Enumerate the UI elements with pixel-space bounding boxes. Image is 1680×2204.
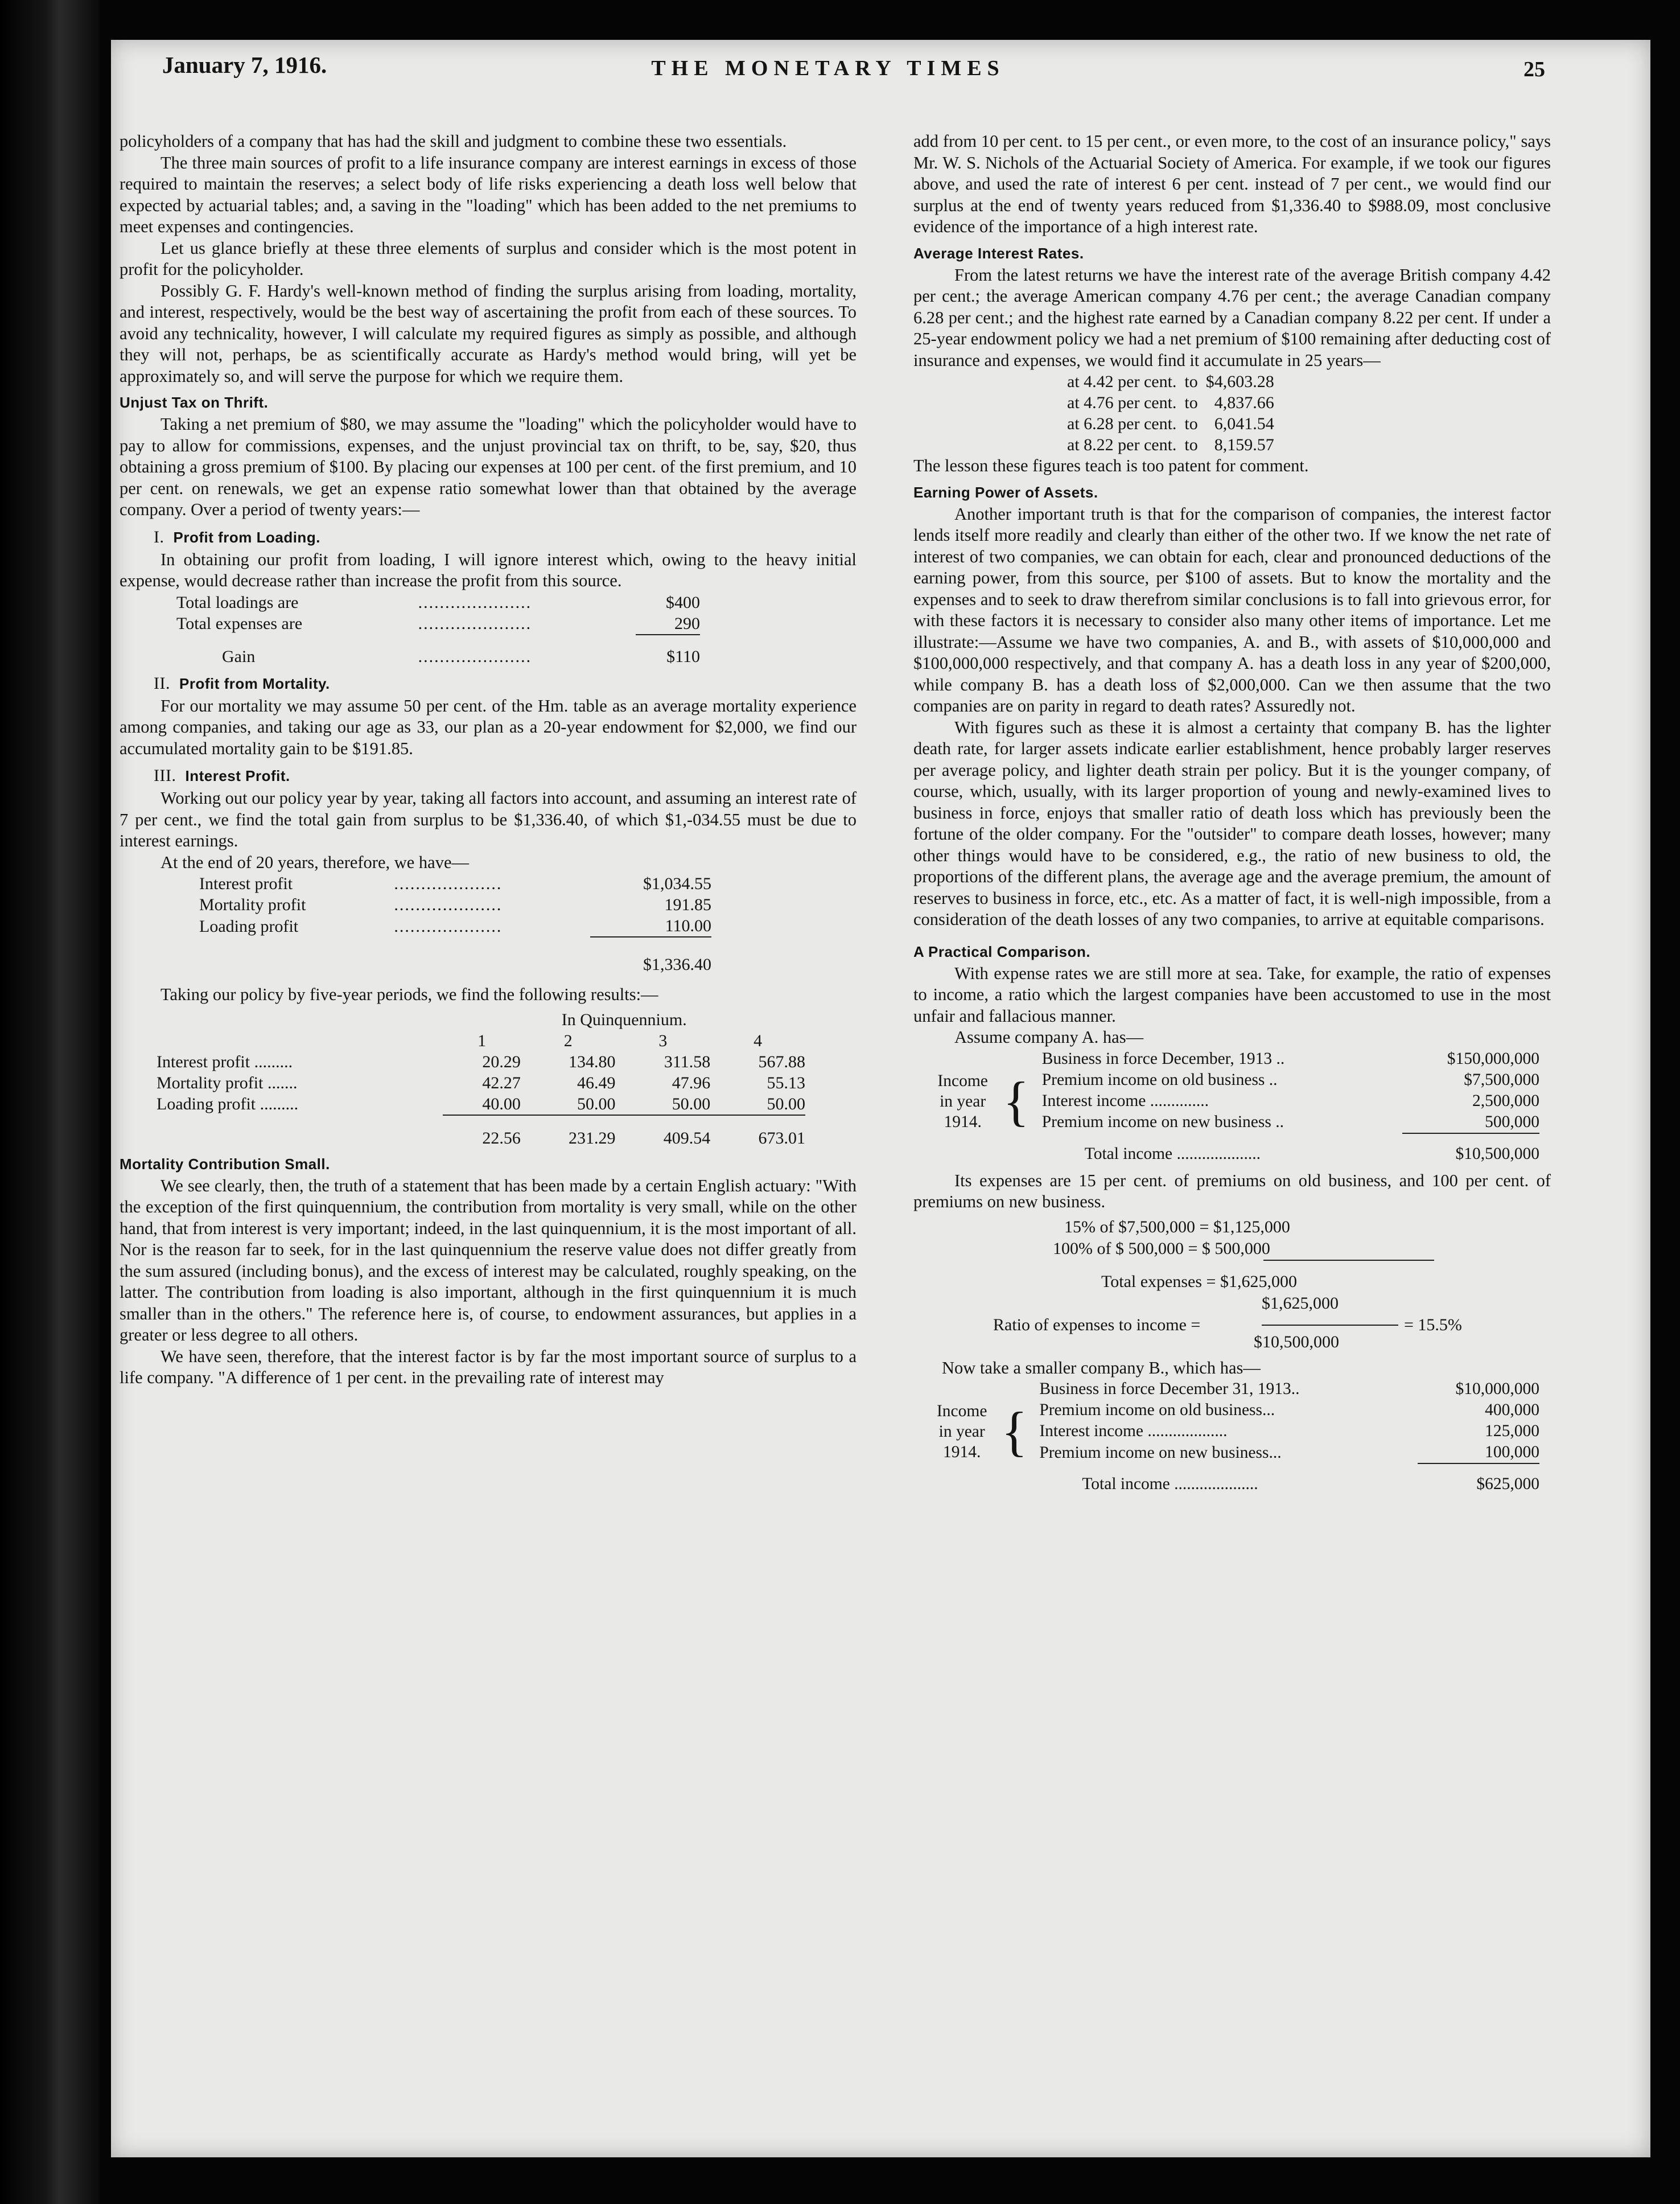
- leader-dots: ....................: [388, 895, 503, 914]
- column-header: 2: [563, 1031, 573, 1050]
- profit-total: $1,336.40: [643, 955, 711, 974]
- row-label: Loading profit: [199, 916, 299, 936]
- to-word: to: [1184, 393, 1198, 412]
- row-value: 2,500,000: [1472, 1091, 1539, 1110]
- ratio-denominator: $10,500,000: [1254, 1332, 1339, 1351]
- row-value: $400: [666, 593, 700, 612]
- loading-table: [176, 592, 700, 667]
- row-label-text: Interest income: [1039, 1422, 1143, 1440]
- cell: 47.96: [672, 1073, 711, 1092]
- paragraph: add from 10 per cent. to 15 per cent., or even more, to the cost of an insurance policy," says Mr. W. S. Nichols of the Actuarial Society of America. For example, if we took our figures above, and used the rate of interest 6 per cent. instead of 7 per cent., we would find our surplus at the end of twenty years reduced from $1,336.40 to $988.09, most conclusive evidence of the importance of a high interest rate.: [913, 131, 1551, 236]
- table-row: [925, 1133, 1539, 1144]
- table-row: [199, 873, 711, 894]
- roman-numeral: II.: [154, 673, 170, 693]
- income-side-label: [925, 1400, 1001, 1463]
- business-in-force-label: Business in force December, 1913 ..: [1041, 1049, 1285, 1068]
- side-line: 1914.: [943, 1443, 981, 1461]
- rate: at 4.76 per cent.: [1067, 393, 1177, 412]
- row-label: Premium income on old business...: [1039, 1401, 1275, 1419]
- to-word: to: [1184, 414, 1198, 433]
- cell: 50.00: [767, 1094, 805, 1113]
- table-row: [925, 1144, 1539, 1165]
- table-row: [176, 613, 700, 635]
- ratio-result: = 15.5%: [1404, 1315, 1462, 1334]
- roman-numeral: III.: [154, 766, 176, 785]
- ratio-numerator: $1,625,000: [1262, 1293, 1339, 1313]
- quinquennium-table: [157, 1009, 805, 1149]
- calc-total-value: $1,625,000: [1220, 1272, 1297, 1291]
- row-label: Premium income on new business...: [1039, 1443, 1282, 1462]
- row-label-text: Premium income on new business: [1039, 1443, 1269, 1462]
- total-label-text: Total income: [1084, 1144, 1173, 1163]
- table-row: [157, 1051, 805, 1072]
- row-label-text: Premium income on old business: [1041, 1070, 1265, 1089]
- row-label: Premium income on old business ..: [1041, 1070, 1278, 1089]
- table-row: [1067, 371, 1274, 392]
- row-value: 290: [674, 614, 700, 633]
- total-cell: 673.01: [758, 1128, 805, 1148]
- row-value: 500,000: [1485, 1112, 1539, 1131]
- paragraph: The lesson these figures teach is too patent for comment.: [913, 456, 1309, 475]
- table-row: [176, 646, 700, 667]
- calc-line: 15% of $7,500,000 = $1,125,000: [1064, 1217, 1290, 1236]
- paragraph: For our mortality we may assume 50 per cent. of the Hm. table as an average mortality experience among companies, and taking our age as 33, our plan as a 20-year endowment for $2,000, we find our accumulated mortality gain to be $191.85.: [120, 696, 857, 758]
- business-in-force-value: $150,000,000: [1447, 1049, 1539, 1068]
- section-heading: Earning Power of Assets.: [913, 483, 1098, 501]
- calc-rule: [1263, 1260, 1434, 1271]
- paragraph: Taking our policy by five-year periods, we find the following results:—: [160, 985, 658, 1004]
- accumulated-value: $4,603.28: [1205, 372, 1274, 391]
- brace-icon: {: [1001, 1401, 1028, 1462]
- column-header-row: [157, 1030, 805, 1051]
- leader-dots: .....................: [413, 647, 532, 666]
- row-label: Interest income ..............: [1041, 1091, 1209, 1110]
- row-value: $1,034.55: [643, 874, 711, 893]
- section-heading: Average Interest Rates.: [913, 244, 1084, 262]
- leader-dots: .....................: [413, 614, 532, 633]
- fraction-bar: [1262, 1325, 1398, 1326]
- masthead: THE MONETARY TIMES: [651, 56, 1005, 80]
- section-heading: [154, 528, 857, 547]
- row-label-text: Premium income on new business: [1041, 1113, 1271, 1131]
- cell: 46.49: [577, 1073, 616, 1092]
- accumulated-value: 6,041.54: [1214, 414, 1274, 433]
- side-line: in year: [940, 1092, 986, 1111]
- page-number: 25: [1523, 57, 1545, 81]
- section-heading: [154, 674, 857, 693]
- row-label: Total expenses are: [176, 614, 303, 633]
- ratio-label: Ratio of expenses to income =: [993, 1315, 1201, 1334]
- accumulation-table: [1067, 371, 1274, 455]
- table-row: [925, 1463, 1539, 1474]
- expense-calculation: [913, 1216, 1551, 1358]
- company-b-ledger: [925, 1379, 1539, 1495]
- table-row: [199, 915, 711, 937]
- section-heading: Unjust Tax on Thrift.: [120, 394, 269, 411]
- total-cell: 22.56: [482, 1128, 521, 1148]
- rate: at 4.42 per cent.: [1067, 372, 1177, 391]
- paragraph: In obtaining our profit from loading, I will ignore interest which, owing to the heavy initial expense, would decrease rather than increase the profit from this source.: [120, 549, 857, 590]
- table-row: [157, 1093, 805, 1115]
- cell: 50.00: [577, 1094, 616, 1113]
- paragraph: From the latest returns we have the interest rate of the average British company 4.42 per cent.; the average American company 4.76 per cent.; the average Canadian company 6.28 per cent.; and the highest rate earned by a Canadian company 8.22 per cent. If under a 25-year endowment policy we had a net premium of $100 remaining after deducting cost of insurance and expenses, we would find it accumulate in 25 years—: [913, 265, 1551, 370]
- paragraph: Now take a smaller company B., which has—: [942, 1358, 1261, 1378]
- row-label: Loading profit .........: [157, 1095, 299, 1113]
- paragraph: We see clearly, then, the truth of a statement that has been made by a certain English actuary: "With the exception of the first quinquennium, the contribution from mortality is very small, while on the other hand, that from interest is very important; indeed, in the last quinquennium, it is the most important of all. Nor is the reason far to seek, for in the last quinquennium the reserve value does not differ greatly from the sum assured (including bonus), and the excess of interest may be calculated, roughly speaking, on the latter. The contribution from loading is also important, although in the first quinquennium it is much smaller than in the others." The reference here is, of course, to endowment assurances, but applies in a greater or less degree to all others.: [120, 1175, 857, 1344]
- table-row: [157, 1072, 805, 1093]
- table-row: [925, 1379, 1539, 1400]
- table-caption-row: [157, 1009, 805, 1030]
- side-line: 1914.: [944, 1112, 982, 1131]
- row-label: Interest profit: [199, 874, 293, 893]
- row-value: 400,000: [1485, 1401, 1539, 1419]
- accumulated-value: 8,159.57: [1214, 435, 1274, 454]
- rate: at 8.22 per cent.: [1067, 435, 1177, 454]
- income-side-label: [925, 1070, 1003, 1133]
- paragraph: With expense rates we are still more at sea. Take, for example, the ratio of expenses to income, a ratio which the largest companies have been accustomed to use in the most unfair and fallacious manner.: [913, 963, 1551, 1026]
- company-a-ledger: [925, 1048, 1539, 1165]
- column-header: 3: [658, 1031, 668, 1050]
- table-row: [925, 1474, 1539, 1495]
- row-value: 110.00: [665, 916, 711, 935]
- total-value: $625,000: [1476, 1475, 1539, 1493]
- cell: 134.80: [569, 1052, 616, 1071]
- row-label-text: Interest profit: [157, 1052, 250, 1071]
- accumulated-value: 4,837.66: [1214, 393, 1274, 412]
- to-word: to: [1184, 435, 1198, 454]
- row-value: 125,000: [1485, 1422, 1539, 1440]
- paragraph: The three main sources of profit to a life insurance company are interest earnings in excess of those required to maintain the reserves; a select body of life risks experiencing a death loss well below that expected by actuarial tables; and, a saving in the "loading" which has been added to the net premiums to meet expenses and contingencies.: [120, 153, 857, 236]
- calc-total: [913, 1271, 1551, 1293]
- row-label-text: Premium income on old business: [1039, 1401, 1262, 1419]
- row-label: Interest income ...................: [1039, 1422, 1228, 1440]
- table-row: [199, 954, 711, 975]
- leader-dots: .....................: [413, 593, 532, 612]
- paragraph: Let us glance briefly at these three elements of surplus and consider which is the most potent in profit for the policyholder.: [120, 238, 857, 279]
- total-label: Total income ....................: [1082, 1475, 1258, 1493]
- total-value: $10,500,000: [1455, 1144, 1539, 1163]
- cell: 42.27: [482, 1073, 521, 1092]
- section-heading: [154, 766, 857, 786]
- left-column: [120, 131, 857, 1389]
- row-label-text: Loading profit: [157, 1095, 256, 1113]
- table-row: [925, 1070, 1539, 1091]
- to-word: to: [1184, 372, 1198, 391]
- paragraph: We have seen, therefore, that the interest factor is by far the most important source of surplus to a life company. "A difference of 1 per cent. in the prevailing rate of interest may: [120, 1346, 857, 1387]
- row-label: Total loadings are: [176, 593, 299, 612]
- calc-line: 100% of $ 500,000 = $ 500,000: [1053, 1239, 1270, 1258]
- calc-total-label: Total expenses =: [1101, 1272, 1216, 1291]
- section-heading: Mortality Contribution Small.: [120, 1155, 330, 1173]
- table-row: [157, 1115, 805, 1128]
- section-heading: A Practical Comparison.: [913, 943, 1091, 960]
- roman-numeral: I.: [154, 527, 164, 546]
- table-row: [925, 1048, 1539, 1070]
- paragraph: Taking a net premium of $80, we may assume the "loading" which the policyholder would have to pay to allow for commissions, expenses, and the unjust provincial tax on thrift, to be, say, $20, thus obtaining a gross premium of $100. By placing our expenses at 100 per cent. of the first premium, and 10 per cent. on renewals, we get an expense ratio somewhat lower than that obtained by the average company. Over a period of twenty years:—: [120, 414, 857, 519]
- paragraph: With figures such as these it is almost a certainty that company B. has the lighter death rate, for larger assets indicate earlier establishment, hence probably larger reserves per average policy, and lighter death strain per policy. But it is the younger company, of course, which, usually, with its larger proportion of young and newly-examined lives to business in force, enjoys that smaller ratio of death loss which has previously been the fortune of the older company. For the "outsider" to compare death losses, however; many other things would have to be considered, e.g., the ratio of new business to old, the proportions of the different plans, the average age and the average premium, the amount of reserves to business in force, etc., etc. As a matter of fact, it is well-nigh impossible, from a consideration of the death losses of any two companies, to arrive at equitable comparisons.: [913, 717, 1551, 929]
- table-row: [925, 1400, 1539, 1421]
- row-value: $7,500,000: [1464, 1070, 1539, 1089]
- paragraph: Working out our policy year by year, taking all factors into account, and assuming an interest rate of 7 per cent., we find the total gain from surplus to be $1,336.40, of which $1,-034.55 must be due to interest earnings.: [120, 788, 857, 850]
- side-line: in year: [938, 1422, 985, 1441]
- bif-text: Business in force December, 1913: [1041, 1049, 1273, 1068]
- issue-date: January 7, 1916.: [162, 52, 327, 78]
- gain-value: $110: [666, 647, 700, 666]
- row-value: 100,000: [1485, 1443, 1539, 1461]
- table-row: [199, 937, 711, 954]
- ratio-fraction: [913, 1293, 1551, 1358]
- row-label-text: Interest income: [1041, 1091, 1146, 1110]
- table-caption: In Quinquennium.: [561, 1010, 687, 1029]
- column-header: 4: [753, 1031, 763, 1050]
- heading-text: Interest Profit.: [185, 767, 290, 784]
- table-row: [176, 592, 700, 613]
- profit-table: [199, 873, 711, 975]
- paragraph: At the end of 20 years, therefore, we have—: [160, 852, 470, 872]
- cell: 55.13: [767, 1073, 805, 1092]
- row-label: Mortality profit .......: [157, 1073, 298, 1092]
- cell: 311.58: [664, 1052, 711, 1071]
- heading-text: Profit from Mortality.: [179, 675, 330, 692]
- paragraph: Possibly G. F. Hardy's well-known method of finding the surplus arising from loading, mortality, and interest, respectively, would be the best way of ascertaining the profit from each of these sources. To avoid any technicality, however, I will calculate my required figures as simply as possible, and although they will not, perhaps, be as scientifically accurate as Hardy's method would bring, will yet be approximately so, and will serve the purpose for which we require them.: [120, 281, 857, 386]
- page-header: [162, 51, 1545, 102]
- gain-label: Gain: [222, 647, 256, 666]
- row-label: Interest profit .........: [157, 1052, 293, 1071]
- paragraph: Assume company A. has—: [954, 1027, 1144, 1047]
- total-cell: 231.29: [569, 1128, 616, 1148]
- heading-text: Profit from Loading.: [173, 528, 320, 546]
- side-line: Income: [936, 1402, 987, 1420]
- cell: 40.00: [482, 1094, 521, 1113]
- business-in-force-label: Business in force December 31, 1913..: [1039, 1380, 1300, 1398]
- cell: 567.88: [758, 1052, 805, 1071]
- totals-row: [157, 1128, 805, 1149]
- paragraph: policyholders of a company that has had the skill and judgment to combine these two essentials.: [120, 131, 787, 151]
- book-spine-shadow: [0, 0, 100, 2204]
- side-line: Income: [937, 1071, 988, 1090]
- cell: 20.29: [482, 1052, 521, 1071]
- row-value: 191.85: [664, 895, 711, 914]
- leader-dots: ....................: [388, 916, 503, 936]
- rate: at 6.28 per cent.: [1067, 414, 1177, 433]
- brace-icon: {: [1003, 1070, 1030, 1132]
- leader-dots: ....................: [388, 874, 503, 893]
- table-row: [176, 635, 700, 646]
- table-row: [1067, 434, 1274, 455]
- bif-text: Business in force December 31, 1913: [1039, 1380, 1291, 1398]
- table-row: [1067, 413, 1274, 434]
- total-cell: 409.54: [663, 1128, 711, 1148]
- total-label: Total income ....................: [1084, 1144, 1261, 1163]
- row-label: Mortality profit: [199, 895, 306, 914]
- row-label-text: Mortality profit: [157, 1073, 263, 1092]
- paragraph: Its expenses are 15 per cent. of premiums on old business, and 100 per cent. of premiums on new business.: [913, 1170, 1551, 1211]
- paragraph: Another important truth is that for the comparison of companies, the interest factor lends itself more readily and clearly than either of the other two. If we know the net rate of interest of two companies, we can obtain for each, clear and pronounced deductions of the earning power, from this source, per $100 of assets. But to know the mortality and the expenses and to seek to draw therefrom similar conclusions is to fall into grievous error, for with these factors it is necessary to consider also many other items of importance. Let me illustrate:—Assume we have two companies, A. and B., with assets of $10,000,000 and $100,000,000 respectively, and that company A. has a death loss in any year of $200,000, while company B. has a death loss of $2,000,000. Can we then assume that the two companies are on parity in regard to death rates? Assuredly not.: [913, 504, 1551, 716]
- business-in-force-value: $10,000,000: [1455, 1380, 1539, 1398]
- cell: 50.00: [672, 1094, 711, 1113]
- column-header: 1: [477, 1031, 487, 1050]
- total-label-text: Total income: [1082, 1475, 1170, 1493]
- table-row: [199, 894, 711, 915]
- right-column: [913, 131, 1551, 1495]
- table-row: [1067, 392, 1274, 413]
- row-label: Premium income on new business ..: [1041, 1113, 1284, 1131]
